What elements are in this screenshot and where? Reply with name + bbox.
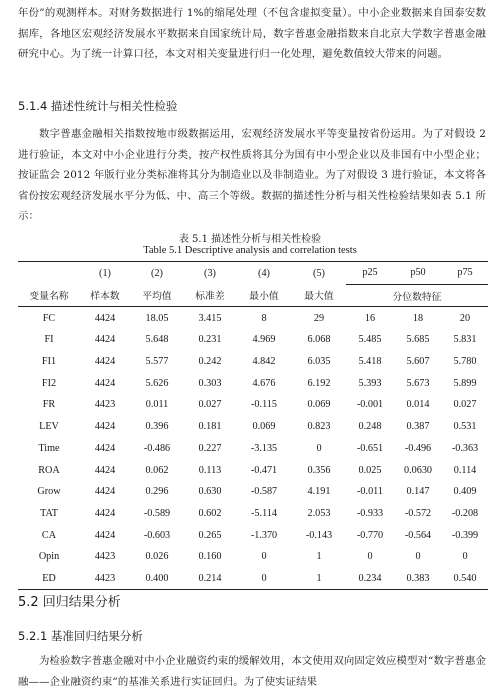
table-cell: 0.242: [198, 356, 222, 368]
table-cell: 0.234: [346, 568, 394, 590]
table-cell: 4423: [94, 551, 116, 563]
col-p75: p75: [442, 262, 488, 285]
table-cell: 1: [292, 568, 346, 590]
descriptive-stats-table: [18, 261, 488, 590]
table-cell: 5.418: [358, 356, 382, 368]
header-max: 最大值: [304, 291, 334, 303]
table-cell: 0.026: [145, 551, 169, 563]
table-cell: -0.143: [305, 529, 333, 541]
table-cell: 0.303: [198, 377, 222, 389]
table-cell: 5.393: [358, 377, 382, 389]
table-row: [18, 546, 488, 568]
table-cell: 16: [364, 312, 376, 324]
table-cell: 4.191: [307, 486, 331, 498]
col-number-1: (1): [99, 267, 111, 279]
table-cell: 4.842: [252, 356, 276, 368]
table-cell: 0.062: [145, 464, 169, 476]
header-min: 最小值: [249, 291, 279, 303]
section-5-2-heading: 5.2 回归结果分析: [18, 595, 121, 610]
table-row: [18, 503, 488, 525]
variable-name-cell: ROA: [38, 464, 60, 476]
table-cell: 0.531: [453, 421, 477, 433]
table-cell: 0.540: [442, 568, 488, 590]
table-cell: 5.673: [406, 377, 430, 389]
table-cell: 4424: [94, 507, 116, 519]
table-cell: 0: [462, 551, 468, 563]
col-number-3: (3): [204, 267, 216, 279]
table-cell: 4424: [94, 377, 116, 389]
table-corner-cell: [18, 262, 80, 285]
table-row: [18, 438, 488, 460]
header-sample-size: 样本数: [90, 291, 120, 303]
table-cell: -0.496: [404, 442, 432, 454]
variable-name-cell: ED: [18, 568, 80, 590]
table-cell: -0.589: [143, 507, 171, 519]
table-cell: -1.370: [250, 529, 278, 541]
table-cell: 4423: [94, 399, 116, 411]
table-row: [18, 524, 488, 546]
header-variable: 变量名称: [29, 291, 69, 303]
table-cell: 0.147: [406, 486, 430, 498]
table-cell: 0.114: [453, 464, 477, 476]
table-cell: -0.011: [357, 486, 383, 498]
table-cell: 0: [236, 568, 292, 590]
variable-name-cell: FR: [42, 399, 56, 411]
table-cell: 0.248: [358, 421, 382, 433]
col-p50: p50: [394, 262, 442, 285]
table-caption-cn: 表 5.1 描述性分析与相关性检验: [178, 234, 322, 245]
table-cell: 4424: [94, 312, 116, 324]
table-cell: 5.648: [145, 334, 169, 346]
table-row: [18, 307, 488, 329]
table-cell: 4424: [94, 421, 116, 433]
table-cell: 0.214: [184, 568, 236, 590]
table-cell: 0.160: [198, 551, 222, 563]
table-cell: 0.265: [198, 529, 222, 541]
table-cell: 1: [316, 551, 322, 563]
table-cell: 0.383: [394, 568, 442, 590]
table-cell: -0.471: [250, 464, 278, 476]
table-cell: 0.231: [198, 334, 222, 346]
variable-name-cell: LEV: [39, 421, 59, 433]
table-cell: 0.387: [406, 421, 430, 433]
header-quantiles: 分位数特征: [392, 291, 442, 303]
table-cell: 0.823: [307, 421, 331, 433]
table-cell: -0.564: [404, 529, 432, 541]
table-cell: 18.05: [145, 312, 169, 324]
table-cell: 29: [313, 312, 325, 324]
table-cell: 0.227: [198, 442, 222, 454]
table-cell: -3.135: [250, 442, 278, 454]
section-5-2-1-heading: 5.2.1 基准回归结果分析: [18, 629, 143, 643]
table-row: [18, 568, 488, 590]
table-cell: -0.208: [451, 507, 479, 519]
table-cell: 0.014: [406, 399, 430, 411]
table-cell: 20: [459, 312, 471, 324]
table-cell: 5.626: [145, 377, 169, 389]
table-cell: 0.400: [130, 568, 184, 590]
table-cell: 6.035: [307, 356, 331, 368]
variable-name-cell: FI2: [41, 377, 57, 389]
table-row: [18, 394, 488, 416]
col-number-2: (2): [151, 267, 163, 279]
table-cell: 0.011: [145, 399, 169, 411]
table-cell: 6.192: [307, 377, 331, 389]
table-cell: 4424: [94, 334, 116, 346]
table-cell: 4424: [94, 442, 116, 454]
section-5-1-4-heading: 5.1.4 描述性统计与相关性检验: [18, 99, 178, 113]
table-cell: 5.607: [406, 356, 430, 368]
table-cell: 0: [316, 442, 322, 454]
header-std: 标准差: [195, 291, 225, 303]
table-cell: 6.068: [307, 334, 331, 346]
table-row: [18, 351, 488, 373]
table-cell: -0.399: [451, 529, 479, 541]
table-cell: 0.602: [198, 507, 222, 519]
col-number-4: (4): [258, 267, 270, 279]
table-cell: 0.069: [252, 421, 276, 433]
intro-paragraph: 年份”的观测样本。对财务数据进行 1%的缩尾处理（不包含虚拟变量）。中小企业数据来自国泰安数据库，各地区宏观经济发展水平数据来自国家统计局，数字普惠金融指数来自北京大学数字普惠金融研究中心。为了统一计算口径，本文对相关变量进行归一化处理，避免数值较大带来的问题。: [18, 7, 486, 61]
table-cell: 5.831: [453, 334, 477, 346]
table-cell: 0.296: [145, 486, 169, 498]
table-cell: 0.356: [307, 464, 331, 476]
variable-name-cell: TAT: [40, 507, 58, 519]
header-mean: 平均值: [142, 291, 172, 303]
table-cell: 5.780: [453, 356, 477, 368]
table-cell: 0: [367, 551, 373, 563]
table-cell: 0.409: [453, 486, 477, 498]
table-cell: -0.001: [356, 399, 384, 411]
table-cell: 0.069: [307, 399, 331, 411]
table-column-number-row: [18, 262, 488, 285]
table-cell: 4.969: [252, 334, 276, 346]
table-body: [18, 307, 488, 590]
variable-name-cell: Opin: [38, 551, 60, 563]
table-caption-en: Table 5.1 Descriptive analysis and correlation tests: [143, 245, 357, 256]
table-row: [18, 459, 488, 481]
table-row: [18, 329, 488, 351]
variable-name-cell: FI1: [41, 356, 57, 368]
table-cell: 0.0630: [403, 464, 432, 476]
table-cell: -0.933: [356, 507, 384, 519]
table-cell: 0.396: [145, 421, 169, 433]
table-cell: 18: [412, 312, 424, 324]
table-cell: -0.651: [356, 442, 384, 454]
table-cell: 4424: [94, 464, 116, 476]
section-5-2-1-paragraph: 为检验数字普惠金融对中小企业融资约束的缓解效用，本文使用双向固定效应模型对“数字普惠金融——企业融资约束”的基准关系进行实证回归。为了使实证结果: [18, 655, 486, 688]
table-cell: 0.630: [198, 486, 222, 498]
table-cell: 3.415: [198, 312, 222, 324]
table-row: [18, 416, 488, 438]
table-cell: 0.027: [198, 399, 222, 411]
table-cell: -0.115: [251, 399, 277, 411]
table-cell: -0.572: [404, 507, 432, 519]
table-row: [18, 481, 488, 503]
table-cell: 0.025: [358, 464, 382, 476]
table-cell: 0: [415, 551, 421, 563]
variable-name-cell: FC: [42, 312, 56, 324]
table-cell: 2.053: [307, 507, 331, 519]
table-row: [18, 372, 488, 394]
table-cell: 4424: [94, 529, 116, 541]
col-number-5: (5): [313, 267, 325, 279]
table-cell: 4423: [80, 568, 130, 590]
table-cell: 4424: [94, 356, 116, 368]
variable-name-cell: Grow: [37, 486, 61, 498]
table-cell: -0.363: [451, 442, 479, 454]
table-cell: -0.603: [143, 529, 171, 541]
variable-name-cell: Time: [38, 442, 60, 454]
table-cell: 5.577: [145, 356, 169, 368]
col-p25: p25: [346, 262, 394, 285]
table-cell: -0.770: [356, 529, 384, 541]
table-cell: -0.587: [250, 486, 278, 498]
table-cell: 0.027: [453, 399, 477, 411]
variable-name-cell: CA: [41, 529, 57, 541]
variable-name-cell: FI: [44, 334, 54, 346]
table-cell: 8: [261, 312, 267, 324]
table-cell: 5.685: [406, 334, 430, 346]
table-cell: -5.114: [251, 507, 277, 519]
table-cell: 5.899: [453, 377, 477, 389]
table-cell: 5.485: [358, 334, 382, 346]
table-cell: 4424: [94, 486, 116, 498]
table-cell: 0: [261, 551, 267, 563]
table-cell: 0.181: [198, 421, 222, 433]
table-header-row: [18, 284, 488, 307]
table-cell: 0.113: [198, 464, 222, 476]
table-cell: -0.486: [143, 442, 171, 454]
table-cell: 4.676: [252, 377, 276, 389]
section-5-1-4-paragraph: 数字普惠金融相关指数按地市级数据运用，宏观经济发展水平等变量按省份运用。为了对假设 2 进行验证，本文对中小企业进行分类，按产权性质将其分为国有中小型企业以及非国有中小型企业；按证监会 2012 年版行业分类标准将其分为制造业以及非制造业。为了对假设 3 进行验证，本文将各省份按宏观经济发展水平分为低、中、高三个等级。数据的描述性分析与相关性检验结果如表 5.1 所示：: [18, 128, 486, 223]
